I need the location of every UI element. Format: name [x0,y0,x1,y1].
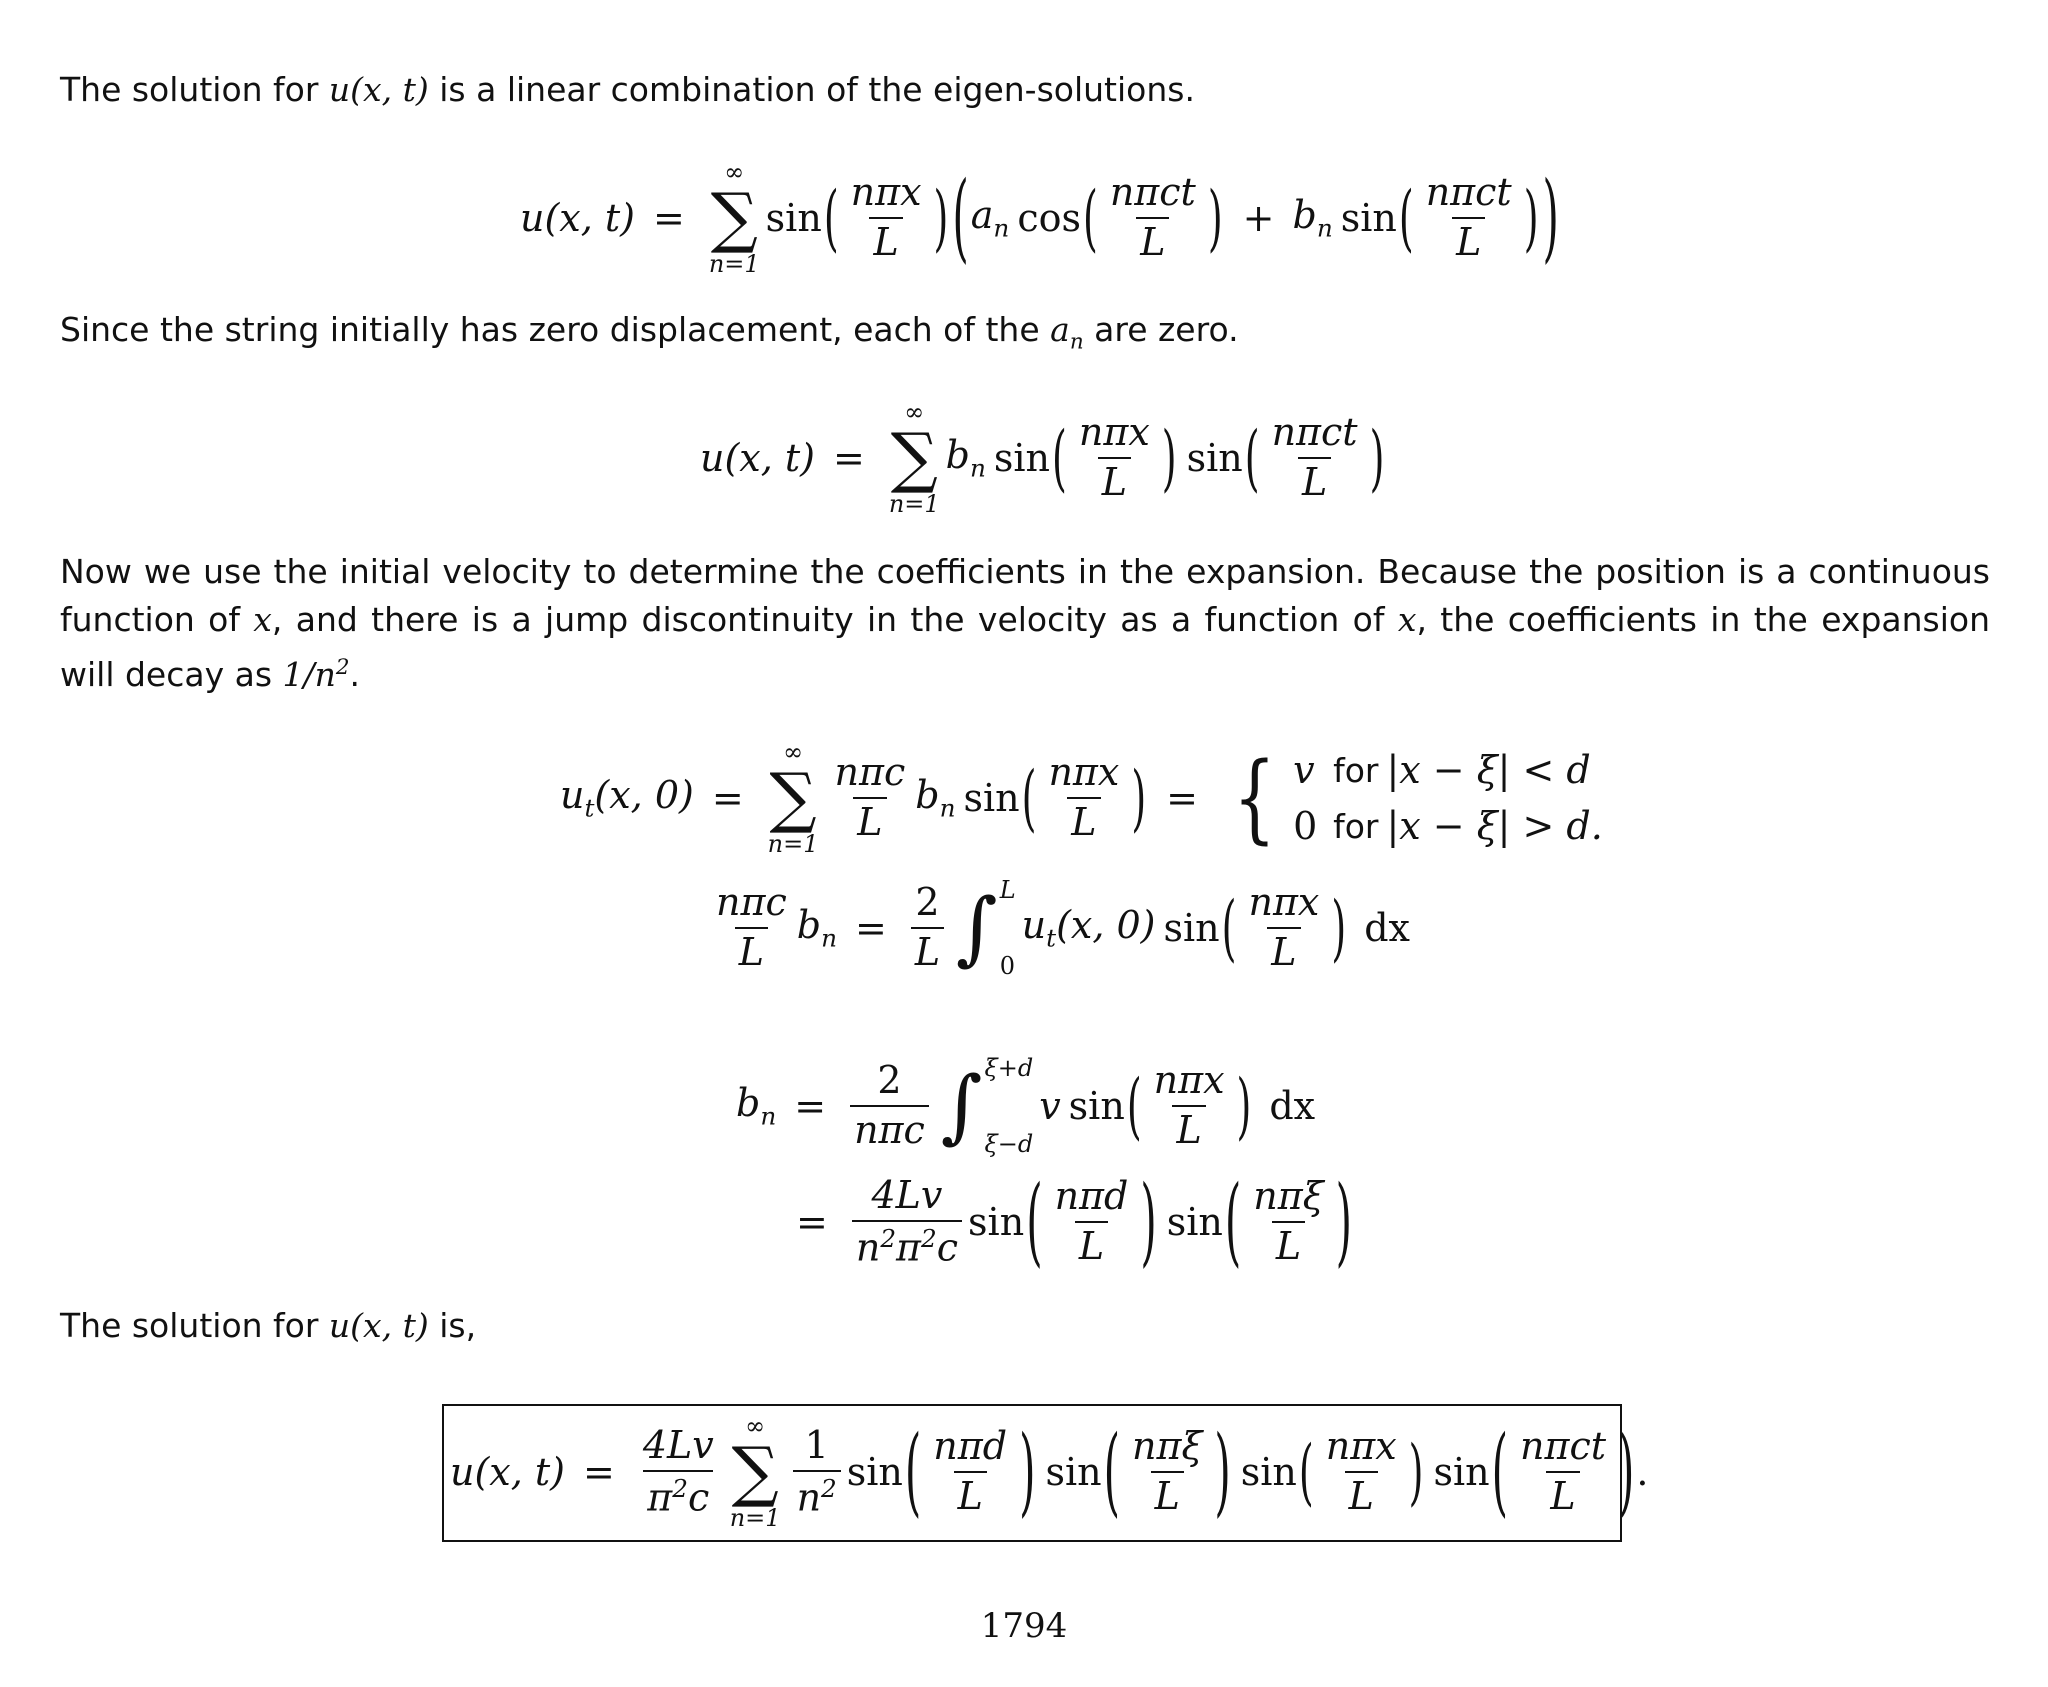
page-number: 1794 [980,1606,1068,1646]
equation-bn-integral: $b_n$ = $\frac{2}{\text{nπc}}$ ∫ ξ+d ξ−d v sin ( $\frac{\text{nπx}}{L}$ ) dx [736,1054,1316,1158]
equation-coefficient-integral: $\frac{\text{nπc}}{L}$ $b_n$ = $\frac{2}{L}$ ∫ L 0 $u_t(x$, 0) sin ( $\frac{\text{nπx}}{L}$ ) dx [716,876,1410,980]
intro-paragraph: The solution for u(x, t) is a linear combination of the eigen-solutions. [60,70,1195,109]
zero-displacement-paragraph: Since the string initially has zero displacement, each of the $a_n$ are zero. [60,310,1239,355]
initial-velocity-paragraph: Now we use the initial velocity to determine the coefficients in the expansion. Because the position is a continuous function of x, and there is a jump discontinuity in the velocity as a function of x, the coefficients in the expansion will decay as $1/n^2$. [60,552,1990,694]
equation-reduced-solution: u(x, t) = ∞ ∑ n=1 $b_n$ sin ( $\frac{\text{nπx}}{L}$ ) sin ( $\frac{\text{nπct}}{L}$ ) [700,397,1385,518]
equation-final-solution: u(x, t) = $\frac{4Lv}{\pi^2c}$ ∞ ∑ n=1 $\frac{1}{n^2}$ sin ( $\frac{\text{nπd}}{L}$ ) sin ( $\frac{\text{nπξ}}{L}$ ) sin ( $\frac{\text{nπx}}{L}$ ) sin ( $\frac{\text{nπct}}{L}$ ) . [450,1411,1649,1532]
summation: ∞ ∑ n=1 [708,157,760,278]
equation-initial-velocity: $u_t(x$, 0) = ∞ ∑ n=1 $\frac{\text{nπc}}{L}$ $b_n$ sin ( $\frac{\text{nπx}}{L}$ ) = { v for |x − ξ| < d 0 for |x − ξ| > d. [560,737,1603,858]
equation-bn-result: = $\frac{4Lv}{n^2\pi^2c}$ sin ( $\frac{\text{nπd}}{L}$ ) sin ( $\frac{\text{nπξ}}{L}$ ) [796,1164,1353,1278]
piecewise-cases: v for |x − ξ| < d 0 for |x − ξ| > d. [1293,748,1603,848]
equation-general-solution: u(x, t) = ∞ ∑ n=1 sin ( $\frac{\text{nπx}}{L}$ ) ( $a_n$ cos ( $\frac{\text{nπct}}{L}$ ) + $b_n$ sin ( $\frac{\text{nπct}}{L}$ ) ) [520,157,1559,278]
final-solution-paragraph: The solution for u(x, t) is, [60,1306,477,1345]
